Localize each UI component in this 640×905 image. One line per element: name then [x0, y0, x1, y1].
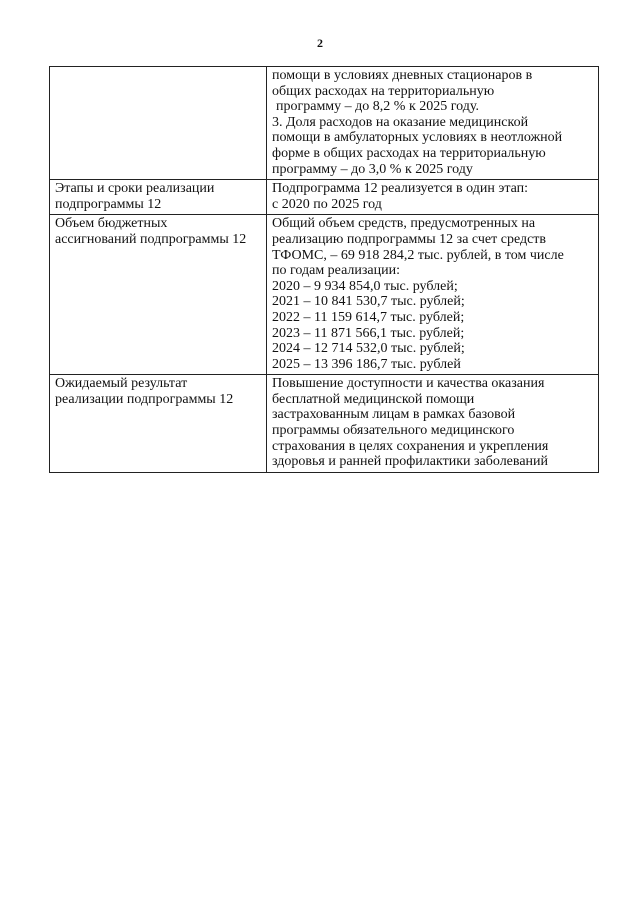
row-label-cell: [50, 67, 267, 180]
label-line: ассигнований подпрограммы 12: [55, 231, 247, 247]
row-value-cell: [267, 375, 599, 473]
value-line: 2022 – 11 159 614,7 тыс. рублей;: [272, 309, 465, 325]
value-line: 2021 – 10 841 530,7 тыс. рублей;: [272, 294, 465, 310]
table-row: [50, 215, 599, 375]
label-line: Ожидаемый результат: [55, 376, 188, 392]
value-line: Общий объем средств, предусмотренных на: [272, 216, 536, 232]
table-row: [50, 67, 599, 180]
value-line: с 2020 по 2025 год: [272, 196, 382, 212]
value-line: общих расходах на территориальную: [272, 83, 495, 99]
value-line: программу – до 8,2 % к 2025 году.: [276, 99, 479, 115]
label-line: Этапы и сроки реализации: [55, 181, 215, 197]
value-line: форме в общих расходах на территориальную: [272, 145, 546, 161]
row-value-cell: [267, 215, 599, 375]
row-label-cell: [50, 180, 267, 215]
value-line: по годам реализации:: [272, 263, 400, 279]
value-line: застрахованным лицам в рамках базовой: [272, 407, 516, 423]
row-label-cell: [50, 375, 267, 473]
value-line: 2020 – 9 934 854,0 тыс. рублей;: [272, 278, 458, 294]
value-line: 2025 – 13 396 186,7 тыс. рублей: [272, 356, 461, 372]
value-line: реализацию подпрограммы 12 за счет средств: [272, 231, 547, 247]
value-line: 2024 – 12 714 532,0 тыс. рублей;: [272, 341, 465, 357]
value-line: страхования в целях сохранения и укрепления: [272, 438, 549, 454]
value-line: ТФОМС, – 69 918 284,2 тыс. рублей, в том числе: [272, 247, 564, 263]
value-line: 2023 – 11 871 566,1 тыс. рублей;: [272, 325, 465, 341]
value-line: здоровья и ранней профилактики заболеваний: [272, 454, 549, 470]
row-value-cell: [267, 67, 599, 180]
label-line: Объем бюджетных: [55, 216, 168, 232]
label-line: реализации подпрограммы 12: [55, 391, 234, 407]
value-line: Повышение доступности и качества оказания: [272, 376, 545, 392]
value-line: программы обязательного медицинского: [272, 423, 515, 439]
page-number: 2: [317, 36, 323, 50]
value-line: бесплатной медицинской помощи: [272, 391, 475, 407]
value-line: Подпрограмма 12 реализуется в один этап:: [272, 181, 529, 197]
value-line: 3. Доля расходов на оказание медицинской: [272, 114, 529, 130]
value-line: программу – до 3,0 % к 2025 году: [272, 161, 473, 177]
subprogram-passport-table: [49, 66, 599, 473]
value-line: помощи в амбулаторных условиях в неотложной: [272, 130, 563, 146]
table-row: [50, 375, 599, 473]
row-label-cell: [50, 215, 267, 375]
row-value-cell: [267, 180, 599, 215]
value-line: помощи в условиях дневных стационаров в: [272, 68, 533, 83]
label-line: подпрограммы 12: [55, 196, 162, 212]
table-row: [50, 180, 599, 215]
